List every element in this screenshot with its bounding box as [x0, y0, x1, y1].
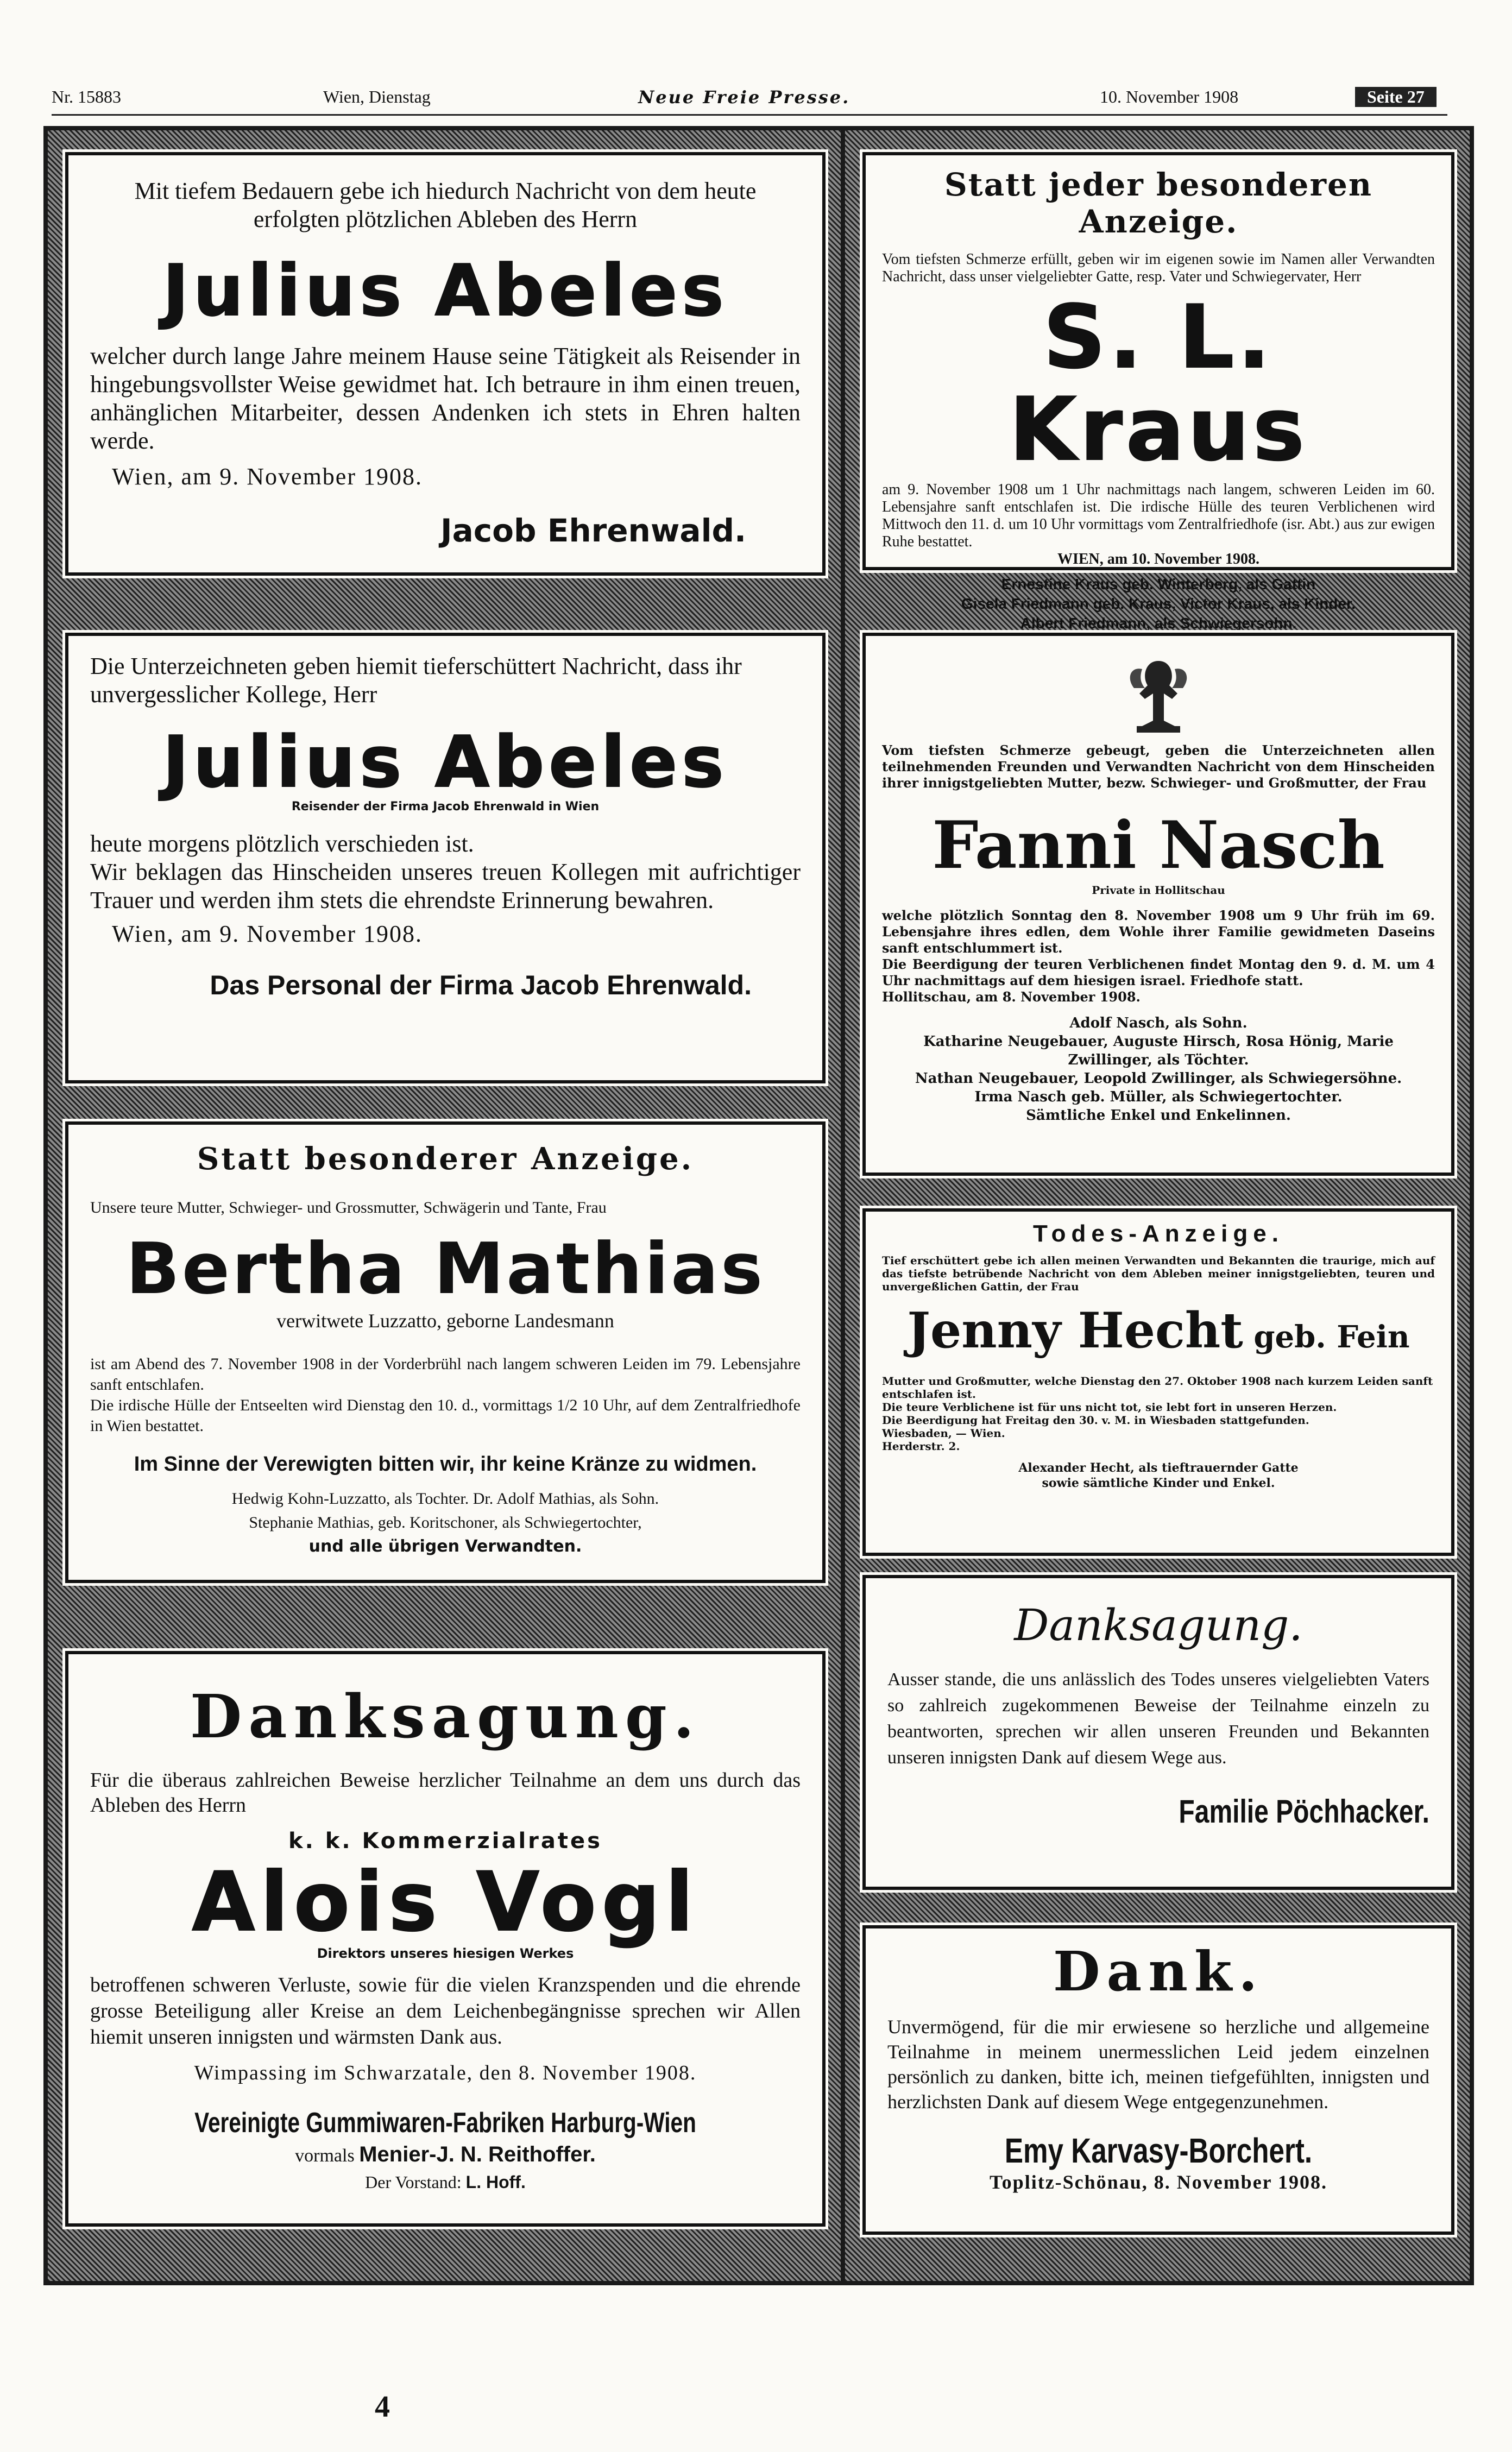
obituary-kraus — [862, 152, 1454, 632]
ad-place-date: Wimpassing im Schwarzatale, den 8. November 1908. — [194, 2062, 697, 2084]
firm-former-name — [90, 2142, 801, 2167]
firm-name: Vereinigte Gummiwaren-Fabriken Harburg-Wien — [194, 2107, 696, 2139]
ad-intro: Vom tiefsten Schmerze gebeugt, geben die Unterzeichneten allen teilnehmenden Freunden und Verwandten Nachricht von dem Hinscheiden ihrer innigstgeliebten Mutter, bezw. Schwieger- und Großmutter, der Frau — [882, 742, 1435, 791]
ad-heading: Danksagung. — [190, 1681, 701, 1751]
deceased-name-line — [882, 1301, 1435, 1367]
family-line-3: Nathan Neugebauer, Leopold Zwillinger, als Schwiegersöhne. — [915, 1070, 1402, 1087]
ad-body-2: Die teure Verblichene ist für uns nicht tot, sie lebt fort in unseren Herzen. — [882, 1401, 1337, 1414]
family-line-1: Alexander Hecht, als tieftrauernder Gatte — [1018, 1461, 1299, 1475]
obituary-abeles-staff — [65, 633, 826, 1083]
family-line-2: sowie sämtliche Kinder und Enkel. — [1042, 1476, 1275, 1490]
obituary-nasch — [862, 633, 1454, 1176]
ad-signature: Das Personal der Firma Jacob Ehrenwald. — [210, 970, 752, 1000]
ad-intro: Mit tiefem Bedauern gebe ich hiedurch Nachricht von dem heute erfolgten plötzlichen Ableben des Herrn — [134, 178, 757, 232]
deceased-name: Jenny Hecht — [907, 1302, 1243, 1359]
issue-number: Nr. 15883 — [52, 87, 121, 106]
deceased-subtitle: Reisender der Firma Jacob Ehrenwald in Wien — [291, 800, 600, 814]
thanks-poechhacker — [862, 1575, 1454, 1890]
ad-place-date: Wien, am 9. November 1908. — [112, 921, 423, 947]
family-line-2: Gisela Friedmann geb. Kraus, Victor Kraus, als Kinder. — [961, 595, 1356, 612]
page-number: Seite 27 — [1355, 87, 1437, 107]
ad-heading: Statt besonderer Anzeige. — [197, 1141, 694, 1177]
ad-signature: Jacob Ehrenwald. — [440, 512, 746, 549]
ad-body-2: Die irdische Hülle der Entseelten wird Dienstag den 10. d., vormittags 1/2 10 Uhr, auf dem Zentralfriedhofe in Wien bestattet. — [90, 1396, 801, 1435]
ad-family — [90, 1487, 801, 1559]
ad-intro: Tief erschüttert gebe ich allen meinen Verwandten und Bekannten die traurige, mich auf das tiefste betrübende Nachricht von dem Ableben meiner innigstgeliebten, teuren und unvergeßlichen Gattin, der Frau — [882, 1254, 1435, 1293]
ad-place: Wiesbaden, — Wien. — [882, 1427, 1005, 1440]
ad-heading: Todes-Anzeige. — [1033, 1220, 1284, 1247]
ad-body: Ausser stande, die uns anlässlich des Todes unseres vielgeliebten Vaters so zahlreich zugekommenen Beweise der Teilnahme einzeln zu beantworten, sprechen wir allen unseren Freunden und Bekannten unseren innigsten Dank auf diesem Wege aus. — [887, 1669, 1429, 1768]
issue-date: 10. November 1908 — [1100, 87, 1239, 106]
ad-body-3: Die Beerdigung hat Freitag den 30. v. M. in Wiesbaden stattgefunden. — [882, 1414, 1309, 1427]
ad-intro: Unsere teure Mutter, Schwieger- und Grossmutter, Schwägerin und Tante, Frau — [90, 1199, 607, 1216]
ad-signature: Emy Karvasy-Borchert. — [1004, 2131, 1313, 2170]
ad-heading: Danksagung. — [1014, 1600, 1303, 1650]
board-value: L. Hoff. — [465, 2172, 526, 2192]
family-line-1: Hedwig Kohn-Luzzatto, als Tochter. Dr. Adolf Mathias, als Sohn. — [231, 1490, 659, 1508]
board-line — [90, 2172, 801, 2192]
ad-family — [882, 1014, 1435, 1125]
family-line-5: Sämtliche Enkel und Enkelinnen. — [1026, 1107, 1291, 1124]
thanks-karvasy — [862, 1925, 1454, 2235]
deceased-name: Bertha Mathias — [125, 1227, 765, 1310]
ad-place-date: WIEN, am 10. November 1908. — [1057, 551, 1259, 568]
ad-body: Unvermögend, für die mir erwiesene so herzliche und allgemeine Teilnahme in meinem unermesslichen Leid jedem einzelnen persönlich zu danken, bitte ich, meinen tiefgefühlten, innigsten und herzlichsten Dank auf diesem Wege entgegenzunehmen. — [887, 2016, 1429, 2113]
ad-body-2: Die Beerdigung der teuren Verblichenen findet Montag den 9. d. M. um 4 Uhr nachmittags auf dem hiesigen israel. Friedhofe statt. — [882, 956, 1435, 988]
family-line-1: Ernestine Kraus geb. Winterberg, als Gattin — [1001, 576, 1316, 592]
ad-place-date: Toplitz-Schönau, 8. November 1908. — [989, 2171, 1328, 2193]
ad-heading: Dank. — [1053, 1939, 1264, 2003]
deceased-title: k. k. Kommerzialrates — [288, 1829, 602, 1854]
ad-intro: Für die überaus zahlreichen Beweise herzlicher Teilnahme an dem uns durch das Ableben des Herrn — [90, 1769, 801, 1817]
firm-former-prefix: vormals — [295, 2146, 360, 2166]
deceased-maiden-name: geb. Fein — [1243, 1319, 1410, 1355]
ad-family — [882, 575, 1435, 633]
deceased-name: Julius Abeles — [162, 721, 728, 803]
deceased-name: Alois Vogl — [192, 1855, 699, 1950]
ad-family — [882, 1460, 1435, 1491]
deceased-name: S. L. Kraus — [1009, 286, 1308, 480]
obituary-mathias — [65, 1121, 826, 1583]
deceased-name: Fanni Nasch — [932, 807, 1385, 884]
family-line-1: Adolf Nasch, als Sohn. — [1069, 1015, 1248, 1031]
ad-body-2: Wir beklagen das Hinscheiden unseres treuen Kollegen mit aufrichtiger Trauer und werden ihm stets die ehrendste Erinnerung bewahren. — [90, 859, 801, 913]
newspaper-title: Neue Freie Presse. — [638, 87, 850, 108]
family-line-2: Katharine Neugebauer, Auguste Hirsch, Rosa Hönig, Marie Zwillinger, als Töchter. — [923, 1033, 1394, 1068]
ad-street: Herderstr. 2. — [882, 1440, 960, 1453]
family-line-4: Irma Nasch geb. Müller, als Schwiegertochter. — [974, 1089, 1343, 1105]
deceased-name: Julius Abeles — [162, 249, 728, 332]
firm-former-value: Menier-J. N. Reithoffer. — [359, 2142, 596, 2166]
family-line-2: Stephanie Mathias, geb. Koritschoner, als Schwiegertochter, — [249, 1514, 642, 1531]
ad-body-1: welche plötzlich Sonntag den 8. November 1908 um 9 Uhr früh im 69. Lebensjahre ihres edlen, dem Wohle ihrer Familie gewidmeten Daseins sanft entschlummert ist. — [882, 907, 1435, 956]
footer-number: 4 — [375, 2390, 390, 2424]
ad-place-date: Wien, am 9. November 1908. — [112, 463, 423, 490]
place-day: Wien, Dienstag — [323, 87, 431, 106]
ad-body: betroffenen schweren Verluste, sowie für die vielen Kranzspenden und die ehrende grosse Beteiligung aller Kreise an dem Leichenbegängnisse sprechen wir Allen hiemit unseren innigsten und wärmsten Dank aus. — [90, 1974, 801, 2048]
ad-intro: Vom tiefsten Schmerze erfüllt, geben wir im eigenen sowie im Namen aller Verwandten Nachricht, dass unser vielgeliebter Gatte, resp. Vater und Schwiegervater, Herr — [882, 251, 1435, 285]
thanks-vogl — [65, 1651, 826, 2227]
board-prefix: Der Vorstand: — [365, 2172, 466, 2192]
ad-body-1: Mutter und Großmutter, welche Dienstag den 27. Oktober 1908 nach kurzem Leiden sanft entschlafen ist. — [882, 1375, 1433, 1401]
ad-body-1: heute morgens plötzlich verschieden ist. — [90, 830, 474, 857]
obituary-hecht — [862, 1208, 1454, 1556]
family-line-3: und alle übrigen Verwandten. — [308, 1537, 582, 1556]
ad-plea: Im Sinne der Verewigten bitten wir, ihr keine Kränze zu widmen. — [134, 1453, 757, 1476]
obituary-abeles-employer — [65, 152, 826, 576]
masthead — [52, 81, 1447, 116]
ad-body: welcher durch lange Jahre meinem Hause seine Tätigkeit als Reisender in hingebungsvollster Weise gewidmet hat. Ich betraure in ihm einen treuen, anhänglichen Mitarbeiter, dessen Andenken ich stets in Ehren halten werde. — [90, 343, 801, 454]
ad-intro: Die Unterzeichneten geben hiemit tieferschüttert Nachricht, dass ihr unvergesslicher Kollege, Herr — [90, 653, 742, 708]
family-line-3: Albert Friedmann, als Schwiegersohn. — [1020, 615, 1297, 632]
ad-heading: Statt jeder besonderen Anzeige. — [944, 166, 1373, 240]
ad-body-1: ist am Abend des 7. November 1908 in der Vorderbrühl nach langem schweren Leiden im 79. Lebensjahre sanft entschlafen. — [90, 1355, 801, 1394]
ad-body: am 9. November 1908 um 1 Uhr nachmittags nach langem, schweren Leiden im 60. Lebensjahre sanft entschlafen ist. Die irdische Hülle des teuren Verblichenen wird Mittwoch den 11. d. um 10 Uhr vormittags vom Zentralfriedhofe (isr. Abt.) aus zur ewigen Ruhe bestattet. — [882, 481, 1435, 550]
ad-signature: Familie Pöchhacker. — [1179, 1793, 1429, 1830]
mourning-urn-icon — [1123, 655, 1194, 737]
deceased-subtitle: Private in Hollitschau — [1092, 884, 1225, 897]
ad-place-date: Hollitschau, am 8. November 1908. — [882, 989, 1141, 1005]
deceased-subtitle: Direktors unseres hiesigen Werkes — [317, 1946, 574, 1961]
deceased-nee: verwitwete Luzzatto, geborne Landesmann — [276, 1310, 614, 1332]
